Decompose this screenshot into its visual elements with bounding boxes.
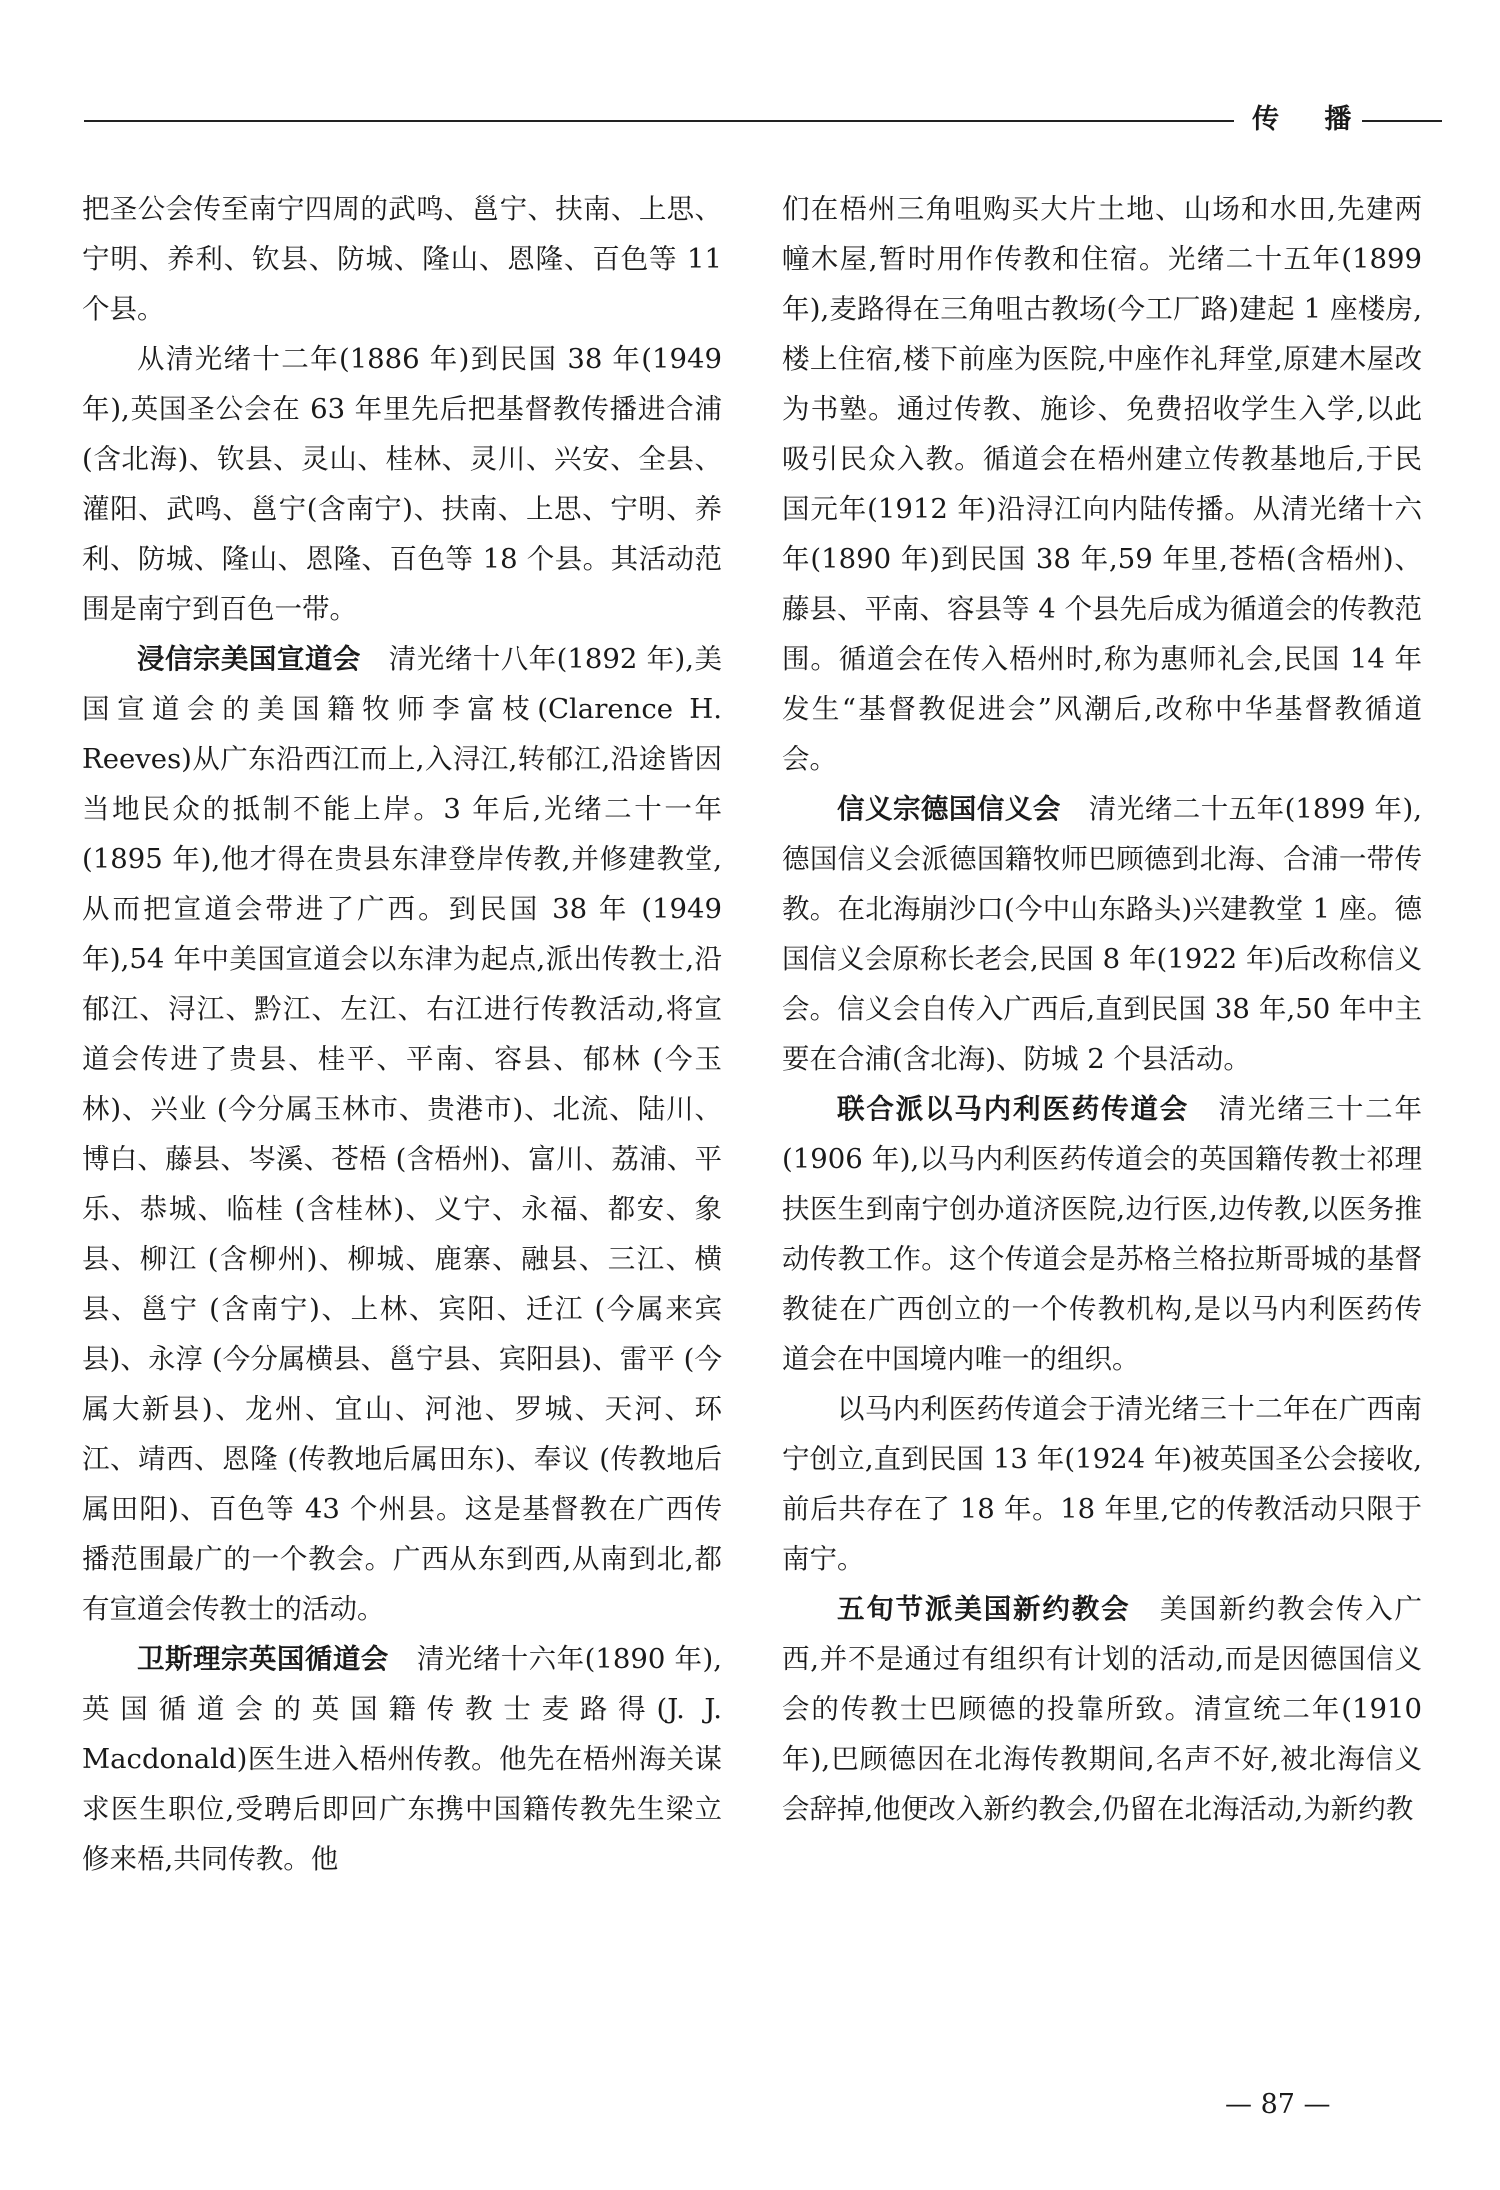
section-heading: 卫斯理宗英国循道会 — [137, 1643, 389, 1675]
paragraph — [782, 784, 1422, 1084]
paragraph-body: 美国新约教会传入广西,并不是通过有组织有计划的活动,而是因德国信义会的传教士巴顾德的投靠所致。清宣统二年(1910 年),巴顾德因在北海传教期间,名声不好,被北海信义会辞掉,他便改入新约教会,仍留在北海活动,为新约教 — [782, 1593, 1423, 1825]
paragraph-body: 清光绪三十二年(1906 年),以马内利医药传道会的英国籍传教士祁理扶医生到南宁创办道济医院,边行医,边传教,以医务推动传教工作。这个传道会是苏格兰格拉斯哥城的基督教徒在广西创立的一个传教机构,是以马内利医药传道会在中国境内唯一的组织。 — [782, 1093, 1423, 1375]
section-title: 传 播 — [1252, 104, 1370, 135]
paragraph — [782, 1084, 1422, 1384]
paragraph: 把圣公会传至南宁四周的武鸣、邕宁、扶南、上思、宁明、养利、钦县、防城、隆山、恩隆、百色等 11 个县。 — [82, 193, 722, 325]
paragraph — [82, 634, 722, 1634]
paragraph: 们在梧州三角咀购买大片土地、山场和水田,先建两幢木屋,暂时用作传教和住宿。光绪二十五年(1899 年),麦路得在三角咀古教场(今工厂路)建起 1 座楼房,楼上住宿,楼下前座为医院,中座作礼拜堂,原建木屋改为书塾。通过传教、施诊、免费招收学生入学,以此吸引民众入教。循道会在梧州建立传教基地后,于民国元年(1912 年)沿浔江向内陆传播。从清光绪十六年(1890 年)到民国 38 年,59 年里,苍梧(含梧州)、藤县、平南、容县等 4 个县先后成为循道会的传教范围。循道会在传入梧州时,称为惠师礼会,民国 14 年发生“基督教促进会”风潮后,改称中华基督教循道会。 — [782, 193, 1422, 775]
section-heading: 联合派以马内利医药传道会 — [837, 1093, 1190, 1125]
right-column — [782, 184, 1422, 1834]
left-column — [82, 184, 722, 1884]
page-number: — 87 — — [1225, 2089, 1331, 2120]
section-heading: 浸信宗美国宣道会 — [137, 643, 361, 675]
header-rule-left — [84, 120, 1234, 122]
paragraph-body: 清光绪二十五年(1899 年),德国信义会派德国籍牧师巴顾德到北海、合浦一带传教。在北海崩沙口(今中山东路头)兴建教堂 1 座。德国信义会原称长老会,民国 8 年(1922 年)后改称信义会。信义会自传入广西后,直到民国 38 年,50 年中主要在合浦(含北海)、防城 2 个县活动。 — [782, 793, 1423, 1075]
paragraph-body: 清光绪十八年(1892 年),美国宣道会的美国籍牧师李富枝(Clarence H. Reeves)从广东沿西江而上,入浔江,转郁江,沿途皆因当地民众的抵制不能上岸。3 年后,光绪二十一年 (1895 年),他才得在贵县东津登岸传教,并修建教堂,从而把宣道会带进了广西。到民国 38 年 (1949 年),54 年中美国宣道会以东津为起点,派出传教士,沿郁江、浔江、黔江、左江、右江进行传教活动,将宣道会传进了贵县、桂平、平南、容县、郁林 (今玉林)、兴业 (今分属玉林市、贵港市)、北流、陆川、博白、藤县、岑溪、苍梧 (含梧州)、富川、荔浦、平乐、恭城、临桂 (含桂林)、义宁、永福、都安、象县、柳江 (含柳州)、柳城、鹿寨、融县、三江、横县、邕宁 (含南宁)、上林、宾阳、迁江 (今属来宾县)、永淳 (今分属横县、邕宁县、宾阳县)、雷平 (今属大新县)、龙州、宜山、河池、罗城、天河、环江、靖西、恩隆 (传教地后属田东)、奉议 (传教地后属田阳)、百色等 43 个州县。这是基督教在广西传播范围最广的一个教会。广西从东到西,从南到北,都有宣道会传教士的活动。 — [82, 643, 723, 1625]
paragraph: 以马内利医药传道会于清光绪三十二年在广西南宁创立,直到民国 13 年(1924 年)被英国圣公会接收,前后共存在了 18 年。18 年里,它的传教活动只限于南宁。 — [782, 1393, 1422, 1575]
paragraph: 从清光绪十二年(1886 年)到民国 38 年(1949 年),英国圣公会在 63 年里先后把基督教传播进合浦(含北海)、钦县、灵山、桂林、灵川、兴安、全县、灌阳、武鸣、邕宁(含南宁)、扶南、上思、宁明、养利、防城、隆山、恩隆、百色等 18 个县。其活动范围是南宁到百色一带。 — [82, 343, 722, 625]
paragraph — [782, 1584, 1422, 1834]
header-rule-right — [1362, 120, 1442, 122]
section-heading: 五旬节派美国新约教会 — [837, 1593, 1131, 1625]
paragraph-body: 清光绪十六年(1890 年),英国循道会的英国籍传教士麦路得(J. J. Macdonald)医生进入梧州传教。他先在梧州海关谋求医生职位,受聘后即回广东携中国籍传教先生梁立修来梧,共同传教。他 — [82, 1643, 722, 1875]
paragraph — [82, 1634, 722, 1884]
section-heading: 信义宗德国信义会 — [837, 793, 1061, 825]
